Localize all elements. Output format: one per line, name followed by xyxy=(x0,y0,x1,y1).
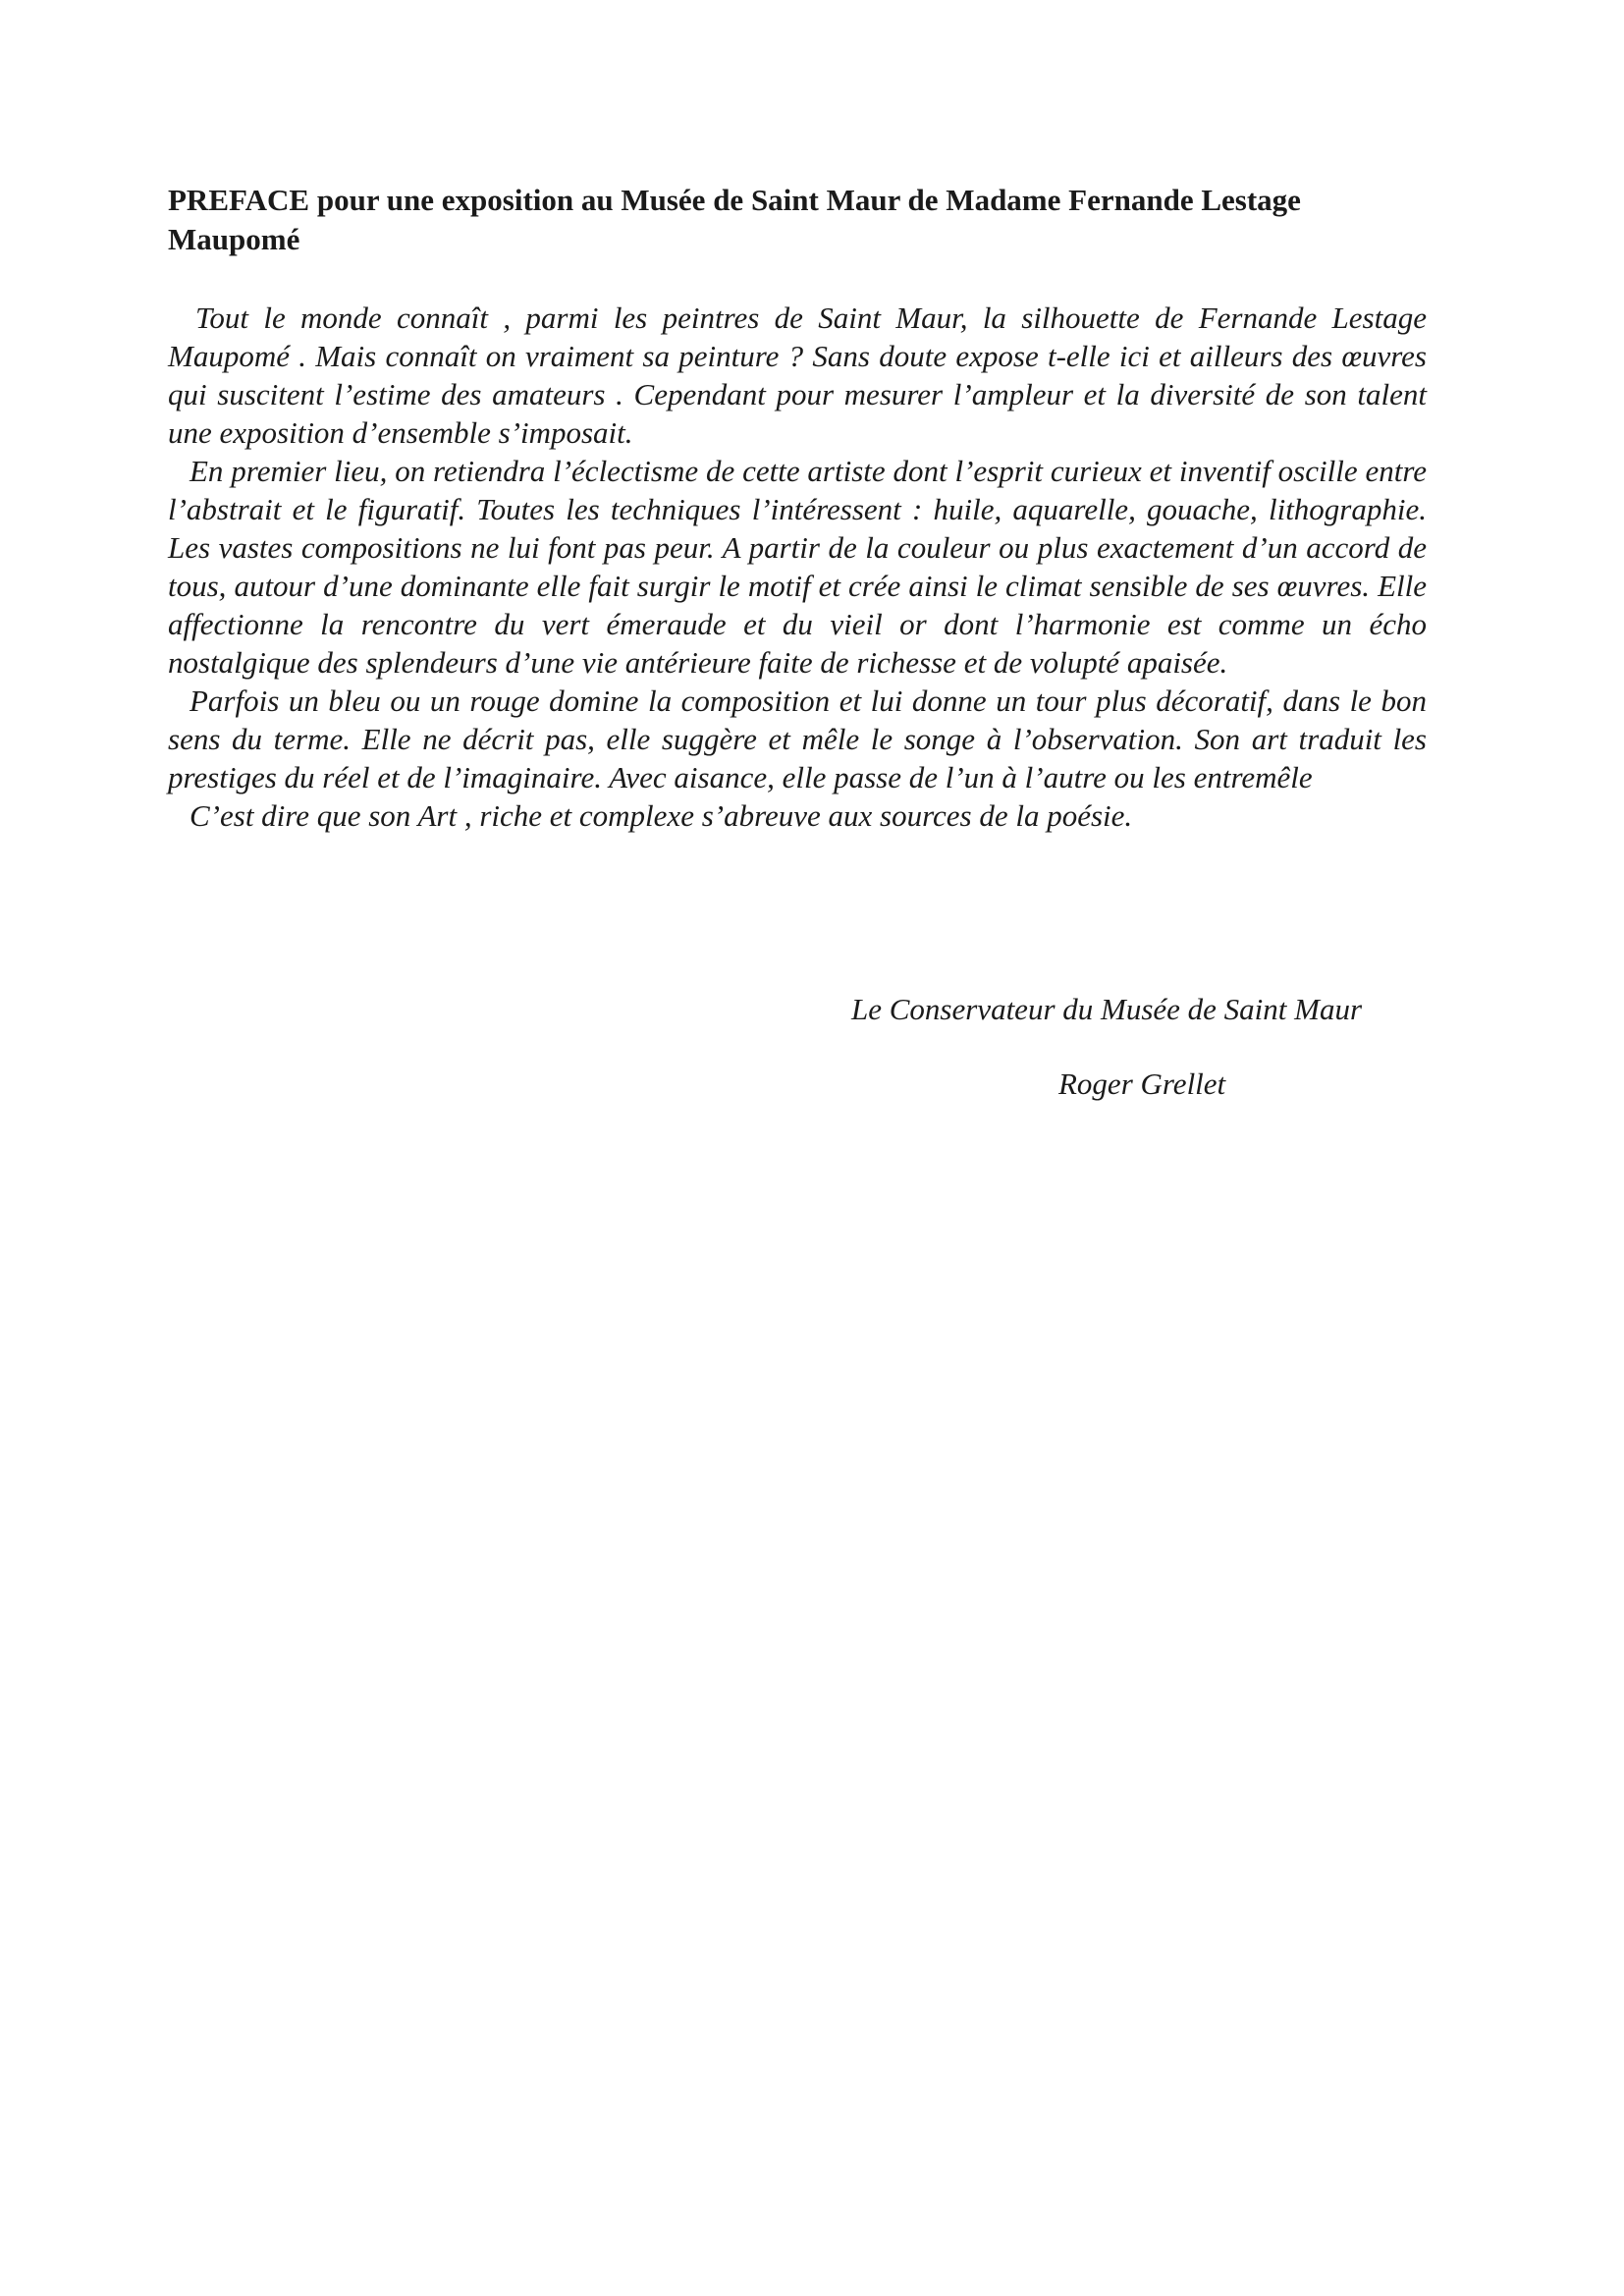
signature-title: Le Conservateur du Musée de Saint Maur xyxy=(851,992,1363,1026)
preface-heading xyxy=(168,181,1435,259)
paragraph-2: En premier lieu, on retiendra l’éclectisme de cette artiste dont l’esprit curieux et inventif oscille entre l’abstrait et le figuratif. Toutes les techniques l’intéressent : huile, aquarelle, gouache, lithographie. Les vastes compositions ne lui font pas peur. A partir de la couleur ou plus exactement d’un accord de tous, autour d’une dominante elle fait surgir le motif et crée ainsi le climat sensible de ses œuvres. Elle affectionne la rencontre du vert émeraude et du vieil or dont l’harmonie est comme un écho nostalgique des splendeurs d’une vie antérieure faite de richesse et de volupté apaisée. xyxy=(168,454,1427,680)
preface-body xyxy=(168,299,1427,835)
signature-name: Roger Grellet xyxy=(1058,1066,1226,1101)
paragraph-4: C’est dire que son Art , riche et complexe s’abreuve aux sources de la poésie. xyxy=(189,798,1133,833)
paragraph-1: Tout le monde connaît , parmi les peintres de Saint Maur, la silhouette de Fernande Lestage Maupomé . Mais connaît on vraiment sa peinture ? Sans doute expose t-elle ici et ailleurs des œuvres qui suscitent l’estime des amateurs . Cependant pour mesurer l’ampleur et la diversité de son talent une exposition d’ensemble s’imposait. xyxy=(168,301,1427,450)
paragraph-3: Parfois un bleu ou un rouge domine la composition et lui donne un tour plus décoratif, dans le bon sens du terme. Elle ne décrit pas, elle suggère et mêle le songe à l’observation. Son art traduit les prestiges du réel et de l’imaginaire. Avec aisance, elle passe de l’un à l’autre ou les entremêle xyxy=(168,683,1427,794)
heading-rest: pour une exposition au Musée de Saint Maur de Madame Fernande Lestage Maupomé xyxy=(168,183,1301,256)
heading-lead: PREFACE xyxy=(168,183,310,217)
